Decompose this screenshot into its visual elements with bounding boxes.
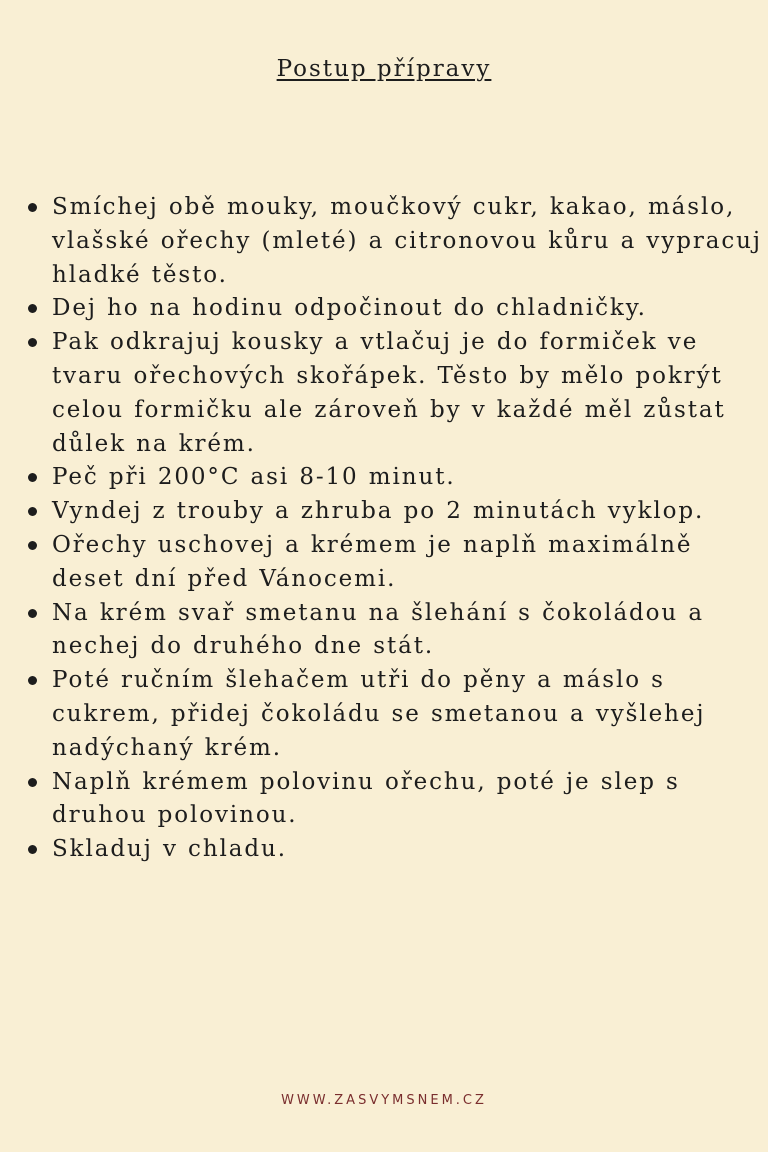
list-item [22,191,766,292]
bullet-icon [28,609,37,618]
step-text: Na krém svař smetanu na šlehání s čokoládou a nechej do druhého dne stát. [52,599,704,660]
step-text: Smíchej obě mouky, moučkový cukr, kakao, máslo, vlašské ořechy (mleté) a citronovou kůru a vypracuj hladké těsto. [52,194,762,288]
step-text: Poté ručním šlehačem utři do pěny a máslo s cukrem, přidej čokoládu se smetanou a vyšlehej nadýchaný krém. [52,667,706,761]
bullet-icon [28,845,37,854]
bullet-icon [28,338,37,347]
step-text: Pak odkrajuj kousky a vtlačuj je do formiček ve tvaru ořechových skořápek. Těsto by mělo pokrýt celou formičku ale zároveň by v každé měl zůstat důlek na krém. [52,329,726,457]
list-item [22,529,766,597]
website-footer: WWW.ZASVYMSNEM.CZ [281,1093,487,1108]
list-item [22,597,766,665]
bullet-icon [28,203,37,212]
list-item [22,326,766,461]
step-text: Skladuj v chladu. [52,836,287,863]
step-text: Peč při 200°C asi 8-10 minut. [52,464,456,491]
bullet-icon [28,473,37,482]
step-text: Vyndej z trouby a zhruba po 2 minutách vyklop. [52,498,705,525]
list-item [22,664,766,765]
steps-list [22,191,766,867]
bullet-icon [28,541,37,550]
page-title: Postup přípravy [276,56,492,82]
bullet-icon [28,778,37,787]
step-text: Ořechy uschovej a krémem je naplň maximálně deset dní před Vánocemi. [52,531,693,592]
step-text: Naplň krémem polovinu ořechu, poté je slep s druhou polovinou. [52,768,680,829]
list-item [22,495,766,529]
list-item [22,292,766,326]
bullet-icon [28,507,37,516]
bullet-icon [28,676,37,685]
list-item [22,833,766,867]
list-item [22,461,766,495]
bullet-icon [28,304,37,313]
list-item [22,766,766,834]
step-text: Dej ho na hodinu odpočinout do chladničky. [52,295,647,322]
